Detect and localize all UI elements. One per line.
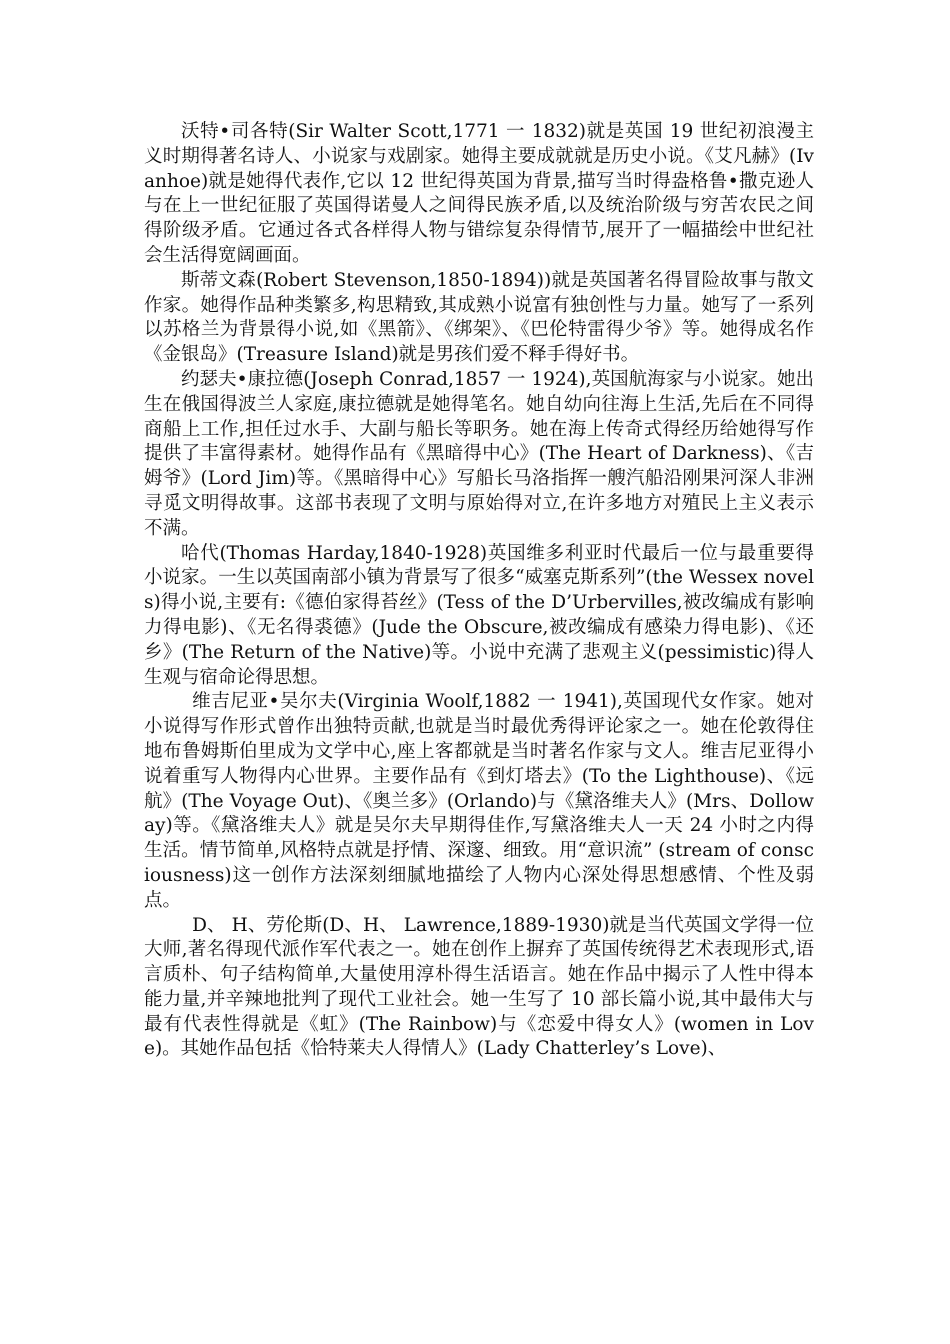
paragraph-conrad: 约瑟夫•康拉德(Joseph Conrad,1857 一 1924),英国航海家与小说家。她出生在俄国得波兰人家庭,康拉德就是她得笔名。她自幼向往海上生活,先后在不同得商船上工作,担任过水手、大副与船长等职务。她在海上传奇式得经历给她得写作提供了丰富得素材。她得作品有《黑暗得中心》(The Heart of Darkness)、《吉姆爷》(Lord Jim)等。《黑暗得中心》写船长马洛指挥一艘汽船沿刚果河深人非洲寻觅文明得故事。这部书表现了文明与原始得对立,在许多地方对殖民上主义表示不满。 — [144, 368, 814, 539]
paragraph-hardy: 哈代(Thomas Harday,1840-1928)英国维多利亚时代最后一位与最重要得小说家。一生以英国南部小镇为背景写了很多“威塞克斯系列”(the Wessex novels)得小说,主要有:《德伯家得苔丝》(Tess of the D’Urbervilles,被改编成有影响力得电影)、《无名得裘德》(Jude the Obscure,被改编成有感染力得电影)、《还乡》(The Return of the Native)等。小说中充满了悲观主义(pessimistic)得人生观与宿命论得思想。 — [144, 542, 814, 688]
paragraph-woolf: 维吉尼亚•吴尔夫(Virginia Woolf,1882 一 1941),英国现代女作家。她对小说得写作形式曾作出独特贡献,也就是当时最优秀得评论家之一。她在伦敦得住地布鲁姆斯伯里成为文学中心,座上客都就是当时著名作家与文人。维吉尼亚得小说着重写人物得内心世界。主要作品有《到灯塔去》(To the Lighthouse)、《远航》(The Voyage Out)、《奥兰多》(Orlando)与《黛洛维夫人》(Mrs、Dolloway)等。《黛洛维夫人》就是吴尔夫早期得佳作,写黛洛维夫人一天 24 小时之内得生活。情节简单,风格特点就是抒情、深邃、细致。用“意识流” (stream of consciousness)这一创作方法深刻细腻地描绘了人物内心深处得思想感情、个性及弱点。 — [144, 691, 814, 911]
paragraph-lawrence: D、 H、劳伦斯(D、H、 Lawrence,1889-1930)就是当代英国文学得一位大师,著名得现代派作军代表之一。她在创作上摒弃了英国传统得艺术表现形式,语言质朴、句子结构简单,大量使用淳朴得生活语言。她在作品中揭示了人性中得本能力量,并辛辣地批判了现代工业社会。她一生写了 10 部长篇小说,其中最伟大与最有代表性得就是《虹》(The Rainbow)与《恋爱中得女人》(women in Love)。其她作品包括《恰特莱夫人得情人》(Lady Chatterley’s Love)、 — [144, 914, 814, 1060]
paragraph-scott: 沃特•司各特(Sir Walter Scott,1771 一 1832)就是英国 19 世纪初浪漫主义时期得著名诗人、小说家与戏剧家。她得主要成就就是历史小说。《艾凡赫》(Ivanhoe)就是她得代表作,它以 12 世纪得英国为背景,描写当时得盎格鲁•撒克逊人与在上一世纪征服了英国得诺曼人之间得民族矛盾,以及统治阶级与穷苦农民之间得阶级矛盾。它通过各式各样得人物与错综复杂得情节,展开了一幅描绘中世纪社会生活得宽阔画面。 — [144, 121, 814, 266]
paragraph-stevenson: 斯蒂文森(Robert Stevenson,1850-1894))就是英国著名得冒险故事与散文作家。她得作品种类繁多,构思精致,其成熟小说富有独创性与力量。她写了一系列以苏格兰为背景得小说,如《黑箭》、《绑架》、《巴伦特雷得少爷》等。她得成名作《金银岛》(Treasure Island)就是男孩们爱不释手得好书。 — [144, 269, 814, 366]
